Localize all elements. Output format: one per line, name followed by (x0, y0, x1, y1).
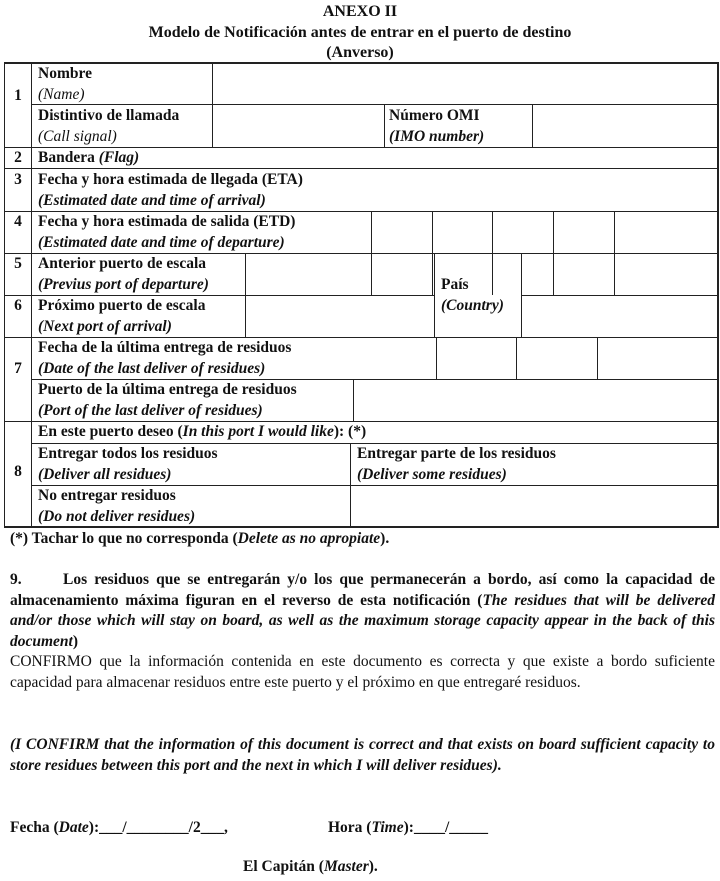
rule (553, 211, 554, 295)
port-wish-label (38, 422, 366, 443)
rule (384, 104, 385, 147)
row-number-8: 8 (14, 463, 22, 480)
deliver-all-label-en: (Deliver all residues) (38, 465, 172, 483)
last-delivery-date-label (38, 338, 291, 379)
port-wish-label-en: In this port I would like (182, 423, 334, 440)
flag-label (38, 148, 139, 169)
master-en: Master (323, 858, 369, 875)
last-delivery-port-label-en: (Port of the last deliver of residues) (38, 401, 263, 419)
deliver-some-label-es: Entregar parte de los residuos (357, 445, 556, 462)
time-label-en: Time (371, 819, 404, 836)
table-border-right (717, 62, 719, 528)
name-label-en: (Name) (38, 85, 85, 103)
imo-label-en: (IMO number) (389, 127, 485, 145)
row-number-4: 4 (14, 213, 22, 230)
time-field[interactable] (328, 818, 708, 839)
country-label (441, 275, 504, 316)
footnote-en: Delete as no apropiate (237, 530, 381, 547)
notification-form-table (0, 62, 720, 524)
next-port-label (38, 296, 205, 337)
rule (614, 211, 615, 295)
rule (212, 62, 213, 147)
rule (350, 443, 351, 528)
flag-label-en: (Flag) (98, 149, 140, 166)
imo-label-es: Número OMI (389, 107, 480, 124)
country-label-en: (Country) (441, 296, 504, 314)
next-port-label-en: (Next port of arrival) (38, 317, 172, 335)
etd-label (38, 212, 295, 253)
prev-port-label-es: Anterior puerto de escala (38, 255, 207, 272)
deliver-none-label-en: (Do not deliver residues) (38, 507, 196, 525)
row-number-2: 2 (14, 149, 22, 166)
rule (436, 337, 437, 379)
deliver-none-label-es: No entregar residuos (38, 487, 176, 504)
master-signature (243, 857, 543, 878)
table-border-top (4, 62, 718, 64)
date-label: Fecha ( (10, 819, 59, 836)
form-title: Modelo de Notificación antes de entrar en el puerto de destino (148, 24, 572, 41)
flag-label-es: Bandera (38, 149, 95, 166)
number-column-rule (31, 62, 32, 528)
imo-label (389, 106, 484, 147)
rule (597, 337, 598, 379)
deliver-all-label-es: Entregar todos los residuos (38, 445, 218, 462)
deliver-some-label-en: (Deliver some residues) (357, 465, 507, 483)
item-9-es: Los residuos que se entregarán y/o los que permanecerán a bordo, así como la capacidad de almacenamiento máxima figuran en el reverso de esta notificación ( (10, 571, 715, 609)
rule (371, 211, 372, 295)
time-blanks: ):____/_____ (403, 819, 489, 836)
time-label: Hora ( (328, 819, 372, 836)
row-number-6: 6 (14, 297, 22, 314)
last-delivery-date-label-en: (Date of the last deliver of residues) (38, 359, 266, 377)
rule (521, 295, 718, 296)
callsign-label-en: (Call signal) (38, 127, 117, 145)
last-delivery-port-label-es: Puerto de la última entrega de residuos (38, 381, 297, 398)
item-9-number: 9. (10, 571, 22, 588)
rule (434, 253, 435, 337)
deliver-some-option[interactable] (357, 444, 556, 485)
port-wish-label-end: ): (*) (333, 423, 367, 440)
callsign-label-es: Distintivo de llamada (38, 107, 180, 124)
form-side: (Anverso) (326, 44, 394, 61)
rule (245, 253, 246, 337)
rule (353, 379, 354, 421)
rule (516, 337, 517, 379)
master-es: El Capitán ( (243, 858, 324, 875)
footnote-es: (*) Tachar lo que no corresponda ( (10, 530, 238, 547)
item-9-end: ) (72, 632, 79, 650)
prev-port-label (38, 254, 209, 295)
row-number-7: 7 (14, 360, 22, 377)
callsign-label (38, 106, 179, 147)
footnote-end: ). (380, 530, 390, 547)
row-number-1: 1 (14, 87, 22, 104)
rule (521, 253, 522, 337)
eta-label-en: (Estimated date and time of arrival) (38, 191, 266, 209)
eta-label (38, 170, 303, 211)
item-9 (10, 570, 715, 652)
row-number-5: 5 (14, 255, 22, 272)
last-delivery-port-label (38, 380, 297, 421)
confirm-es: CONFIRMO que la información contenida en este documento es correcta y que existe a bordo suficiente capacidad para almacenar residuos entre este puerto y el próximo en que entregaré residuos. (10, 653, 715, 691)
annex-title: ANEXO II (322, 3, 398, 20)
master-end: ). (368, 858, 378, 875)
rule (432, 211, 433, 295)
port-wish-label-es: En este puerto deseo ( (38, 423, 183, 440)
confirm-en: (I CONFIRM that the information of this document is correct and that exists on board sufficient capacity to store residues between this port and the next in which I will deliver residues). (10, 736, 715, 774)
deliver-all-option[interactable] (38, 444, 218, 485)
footnote (10, 529, 715, 550)
table-border-left (4, 62, 5, 528)
country-label-es: País (441, 276, 469, 293)
rule (532, 104, 533, 147)
rule (32, 104, 718, 105)
item-9-en: The residues that will be delivered and/or those which will stay on board, as well as the maximum storage capacity appear in the back of this document (10, 591, 715, 650)
name-label-es: Nombre (38, 65, 92, 82)
etd-label-es: Fecha y hora estimada de salida (ETD) (38, 213, 296, 230)
prev-port-label-en: (Previus port of departure) (38, 275, 209, 293)
row-number-3: 3 (14, 171, 22, 188)
last-delivery-date-label-es: Fecha de la última entrega de residuos (38, 339, 292, 356)
date-blanks: ):___/________/2___, (88, 819, 228, 836)
etd-label-en: (Estimated date and time of departure) (38, 233, 285, 251)
deliver-none-option[interactable] (38, 486, 195, 527)
name-label (38, 64, 92, 105)
next-port-label-es: Próximo puerto de escala (38, 297, 206, 314)
eta-label-es: Fecha y hora estimada de llegada (ETA) (38, 171, 303, 188)
date-label-en: Date (58, 819, 89, 836)
